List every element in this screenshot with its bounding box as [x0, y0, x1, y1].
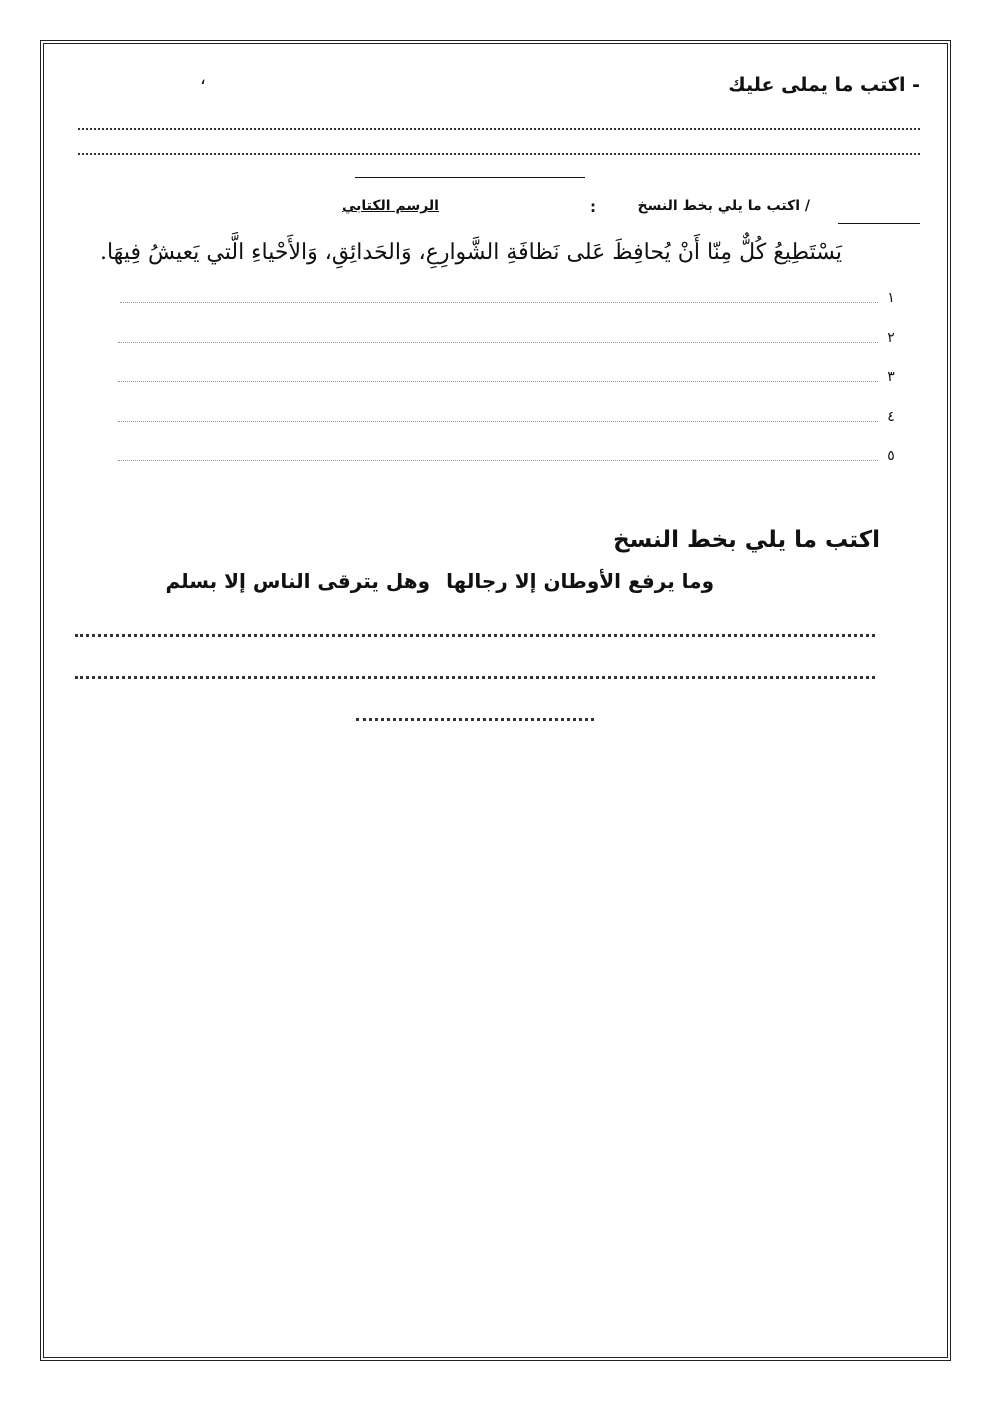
- copy-answer-line-4[interactable]: [118, 421, 878, 422]
- line-number-5: ٥: [887, 448, 895, 464]
- verse-answer-line-3[interactable]: [356, 718, 594, 721]
- dictation-instruction: - اكتب ما يملى عليك: [728, 74, 920, 96]
- model-sentence: يَسْتَطِيعُ كُلٌّ مِنّا أَنْ يُحافِظَ عَلى نَظافَةِ الشَّوارِعِ، وَالحَدائِقِ، وَالأَحْياءِ الَّتي يَعيشُ فِيهَا.: [99, 240, 842, 265]
- copy-instruction: / اكتب ما يلي بخط النسخ: [637, 198, 810, 214]
- copy-answer-line-3[interactable]: [118, 381, 878, 382]
- copy-answer-line-5[interactable]: [118, 460, 878, 461]
- dictation-comma: ،: [200, 68, 206, 89]
- dictation-answer-line-1[interactable]: [78, 128, 920, 130]
- verse-first-half: وما يرفع الأوطان إلا رجالها: [446, 569, 714, 593]
- copy-colon: :: [590, 198, 596, 216]
- verse-answer-line-2[interactable]: [75, 676, 875, 679]
- verse-instruction: اكتب ما يلي بخط النسخ: [613, 527, 880, 553]
- verse-answer-line-1[interactable]: [75, 634, 875, 637]
- line-number-4: ٤: [887, 409, 895, 425]
- copy-number-blank[interactable]: [838, 223, 920, 224]
- verse-second-half: وهل يترقى الناس إلا بسلم: [165, 569, 430, 593]
- line-number-3: ٣: [887, 369, 895, 385]
- dictation-answer-line-2[interactable]: [78, 153, 920, 155]
- copy-answer-line-2[interactable]: [118, 342, 878, 343]
- line-number-2: ٢: [887, 330, 895, 346]
- copy-topic-title: الرسم الكتابي: [342, 198, 439, 214]
- line-number-1: ١: [887, 290, 895, 306]
- section-divider: [355, 177, 585, 178]
- copy-answer-line-1[interactable]: [120, 302, 878, 303]
